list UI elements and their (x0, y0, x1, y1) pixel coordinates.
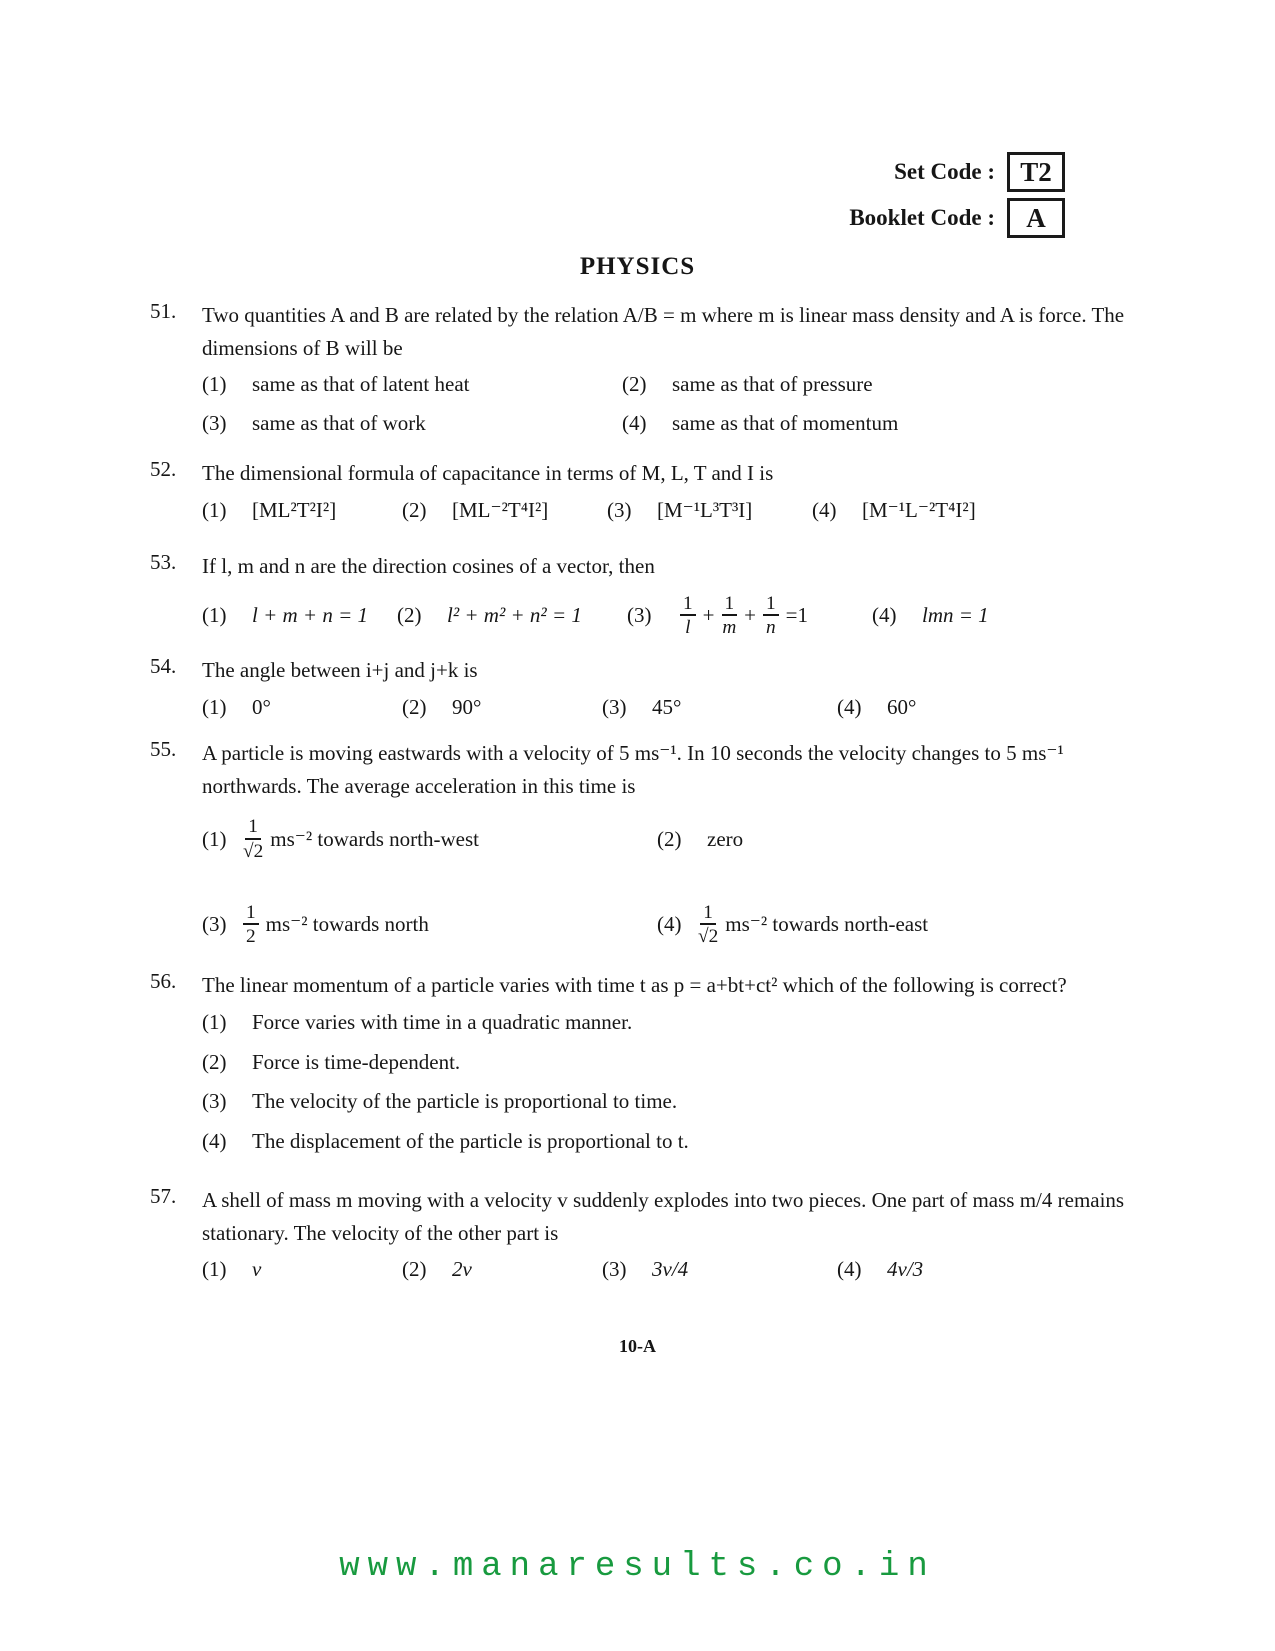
question-55 (150, 737, 1125, 947)
option-text: lmn = 1 (922, 603, 989, 628)
booklet-code-box: A (1007, 198, 1065, 238)
options (202, 816, 1125, 947)
option-label: (1) (202, 826, 227, 851)
options (202, 1253, 1125, 1286)
page-number: 10-A (619, 1336, 656, 1356)
plus-sign: + (744, 603, 756, 628)
option-label: (1) (202, 1009, 227, 1034)
option-label: (2) (402, 1257, 427, 1282)
option-text: The displacement of the particle is proportional to t. (252, 1128, 689, 1153)
plus-sign: + (702, 603, 715, 628)
option (602, 1253, 837, 1286)
options (202, 368, 1125, 439)
option-label: (1) (202, 694, 227, 719)
question-number: 56. (150, 969, 177, 994)
question-number: 51. (150, 299, 177, 323)
option-label: (1) (202, 603, 227, 628)
option (202, 1006, 1125, 1039)
option-text: same as that of pressure (672, 372, 873, 397)
question-stem: Two quantities A and B are related by the relation A/B = m where m is linear mass density and A is force. The dimensions of B will be (202, 303, 1125, 360)
set-code-label: Set Code : (894, 159, 995, 184)
question-56 (150, 969, 1125, 1164)
option-text: [ML²T²I²] (252, 497, 337, 522)
option-text: [M⁻¹L⁻²T⁴I²] (862, 497, 976, 522)
question-stem: A particle is moving eastwards with a velocity of 5 ms⁻¹. In 10 seconds the velocity changes to 5 ms⁻¹ northwards. The average acceleration in this time is (202, 741, 1064, 798)
option-label: (3) (607, 497, 632, 522)
option-text: ms⁻² towards north-west (270, 826, 479, 851)
option (202, 593, 397, 638)
option-text: 3v/4 (652, 1257, 689, 1282)
option-label: (2) (402, 497, 427, 522)
question-stem: A shell of mass m moving with a velocity v suddenly explodes into two pieces. One part of mass m/4 remains stationary. The velocity of the other part is (202, 1188, 1125, 1245)
option-text: 90° (452, 694, 482, 719)
option-label: (1) (202, 497, 227, 522)
option-text: same as that of momentum (672, 410, 899, 435)
option-label: (3) (602, 1257, 627, 1282)
option (202, 368, 622, 401)
option-label: (4) (622, 410, 647, 435)
option (402, 691, 602, 724)
options (202, 494, 1125, 527)
option (607, 494, 812, 527)
question-stem: If l, m and n are the direction cosines of a vector, then (202, 554, 655, 579)
option (622, 368, 1125, 401)
option (602, 691, 837, 724)
option-text: [M⁻¹L³T³I] (657, 497, 753, 522)
question-number: 53. (150, 550, 177, 575)
option-text: The velocity of the particle is proportional to time. (252, 1089, 678, 1114)
option-label: (2) (622, 372, 647, 397)
option (202, 691, 402, 724)
option-label: (4) (202, 1128, 227, 1153)
option-text: ms⁻² towards north-east (725, 912, 929, 937)
question-53 (150, 550, 1125, 638)
option (837, 1253, 1125, 1286)
option-label: (2) (202, 1049, 227, 1074)
option-text: 2v (452, 1257, 472, 1282)
option (402, 494, 607, 527)
option (202, 407, 622, 440)
option-text: 45° (652, 694, 682, 719)
option-text: 60° (887, 694, 917, 719)
option (202, 1046, 1125, 1079)
option-text: [ML⁻²T⁴I²] (452, 497, 549, 522)
fraction: $\frac{1}{m}$ (722, 592, 737, 639)
option (202, 902, 657, 947)
option (622, 407, 1125, 440)
option (627, 593, 872, 638)
option-label: (3) (202, 410, 227, 435)
option (397, 593, 627, 638)
code-block (849, 152, 1065, 238)
option (202, 1085, 1125, 1118)
question-number: 54. (150, 654, 177, 679)
option (402, 1253, 602, 1286)
question-number: 57. (150, 1184, 177, 1209)
booklet-code-row (849, 198, 1065, 238)
option-label: (1) (202, 372, 227, 397)
option-text: 0° (252, 694, 271, 719)
fraction: $\frac{1}{√2}$ (698, 901, 719, 948)
option-text: l + m + n = 1 (252, 603, 369, 628)
option-label: (3) (627, 603, 652, 628)
booklet-code-label: Booklet Code : (849, 205, 995, 230)
question-52 (150, 457, 1125, 526)
fraction: $\frac{1}{n}$ (763, 593, 779, 638)
watermark-link[interactable]: www.manaresults.co.in (339, 1548, 936, 1586)
option-label: (4) (837, 694, 862, 719)
question-column (150, 253, 1125, 1304)
option-text: 4v/3 (887, 1257, 924, 1282)
option (837, 691, 1125, 724)
fraction: $\frac{1}{√2}$ (243, 816, 264, 862)
option (812, 494, 1125, 527)
fraction: $\frac{1}{l}$ (680, 593, 696, 638)
option-text: l² + m² + n² = 1 (447, 603, 582, 628)
question-54 (150, 654, 1125, 723)
option-label: (3) (202, 912, 227, 937)
option-label: (4) (872, 603, 897, 628)
question-number: 52. (150, 457, 177, 482)
option-text: Force varies with time in a quadratic manner. (252, 1009, 633, 1034)
option (657, 816, 1125, 861)
option (202, 1125, 1125, 1158)
option-label: (3) (602, 694, 627, 719)
option-label: (4) (812, 497, 837, 522)
page-title: PHYSICS (579, 253, 696, 280)
option-label: (4) (657, 912, 682, 937)
option-label: (2) (397, 603, 422, 628)
question-number: 55. (150, 737, 177, 762)
option (657, 902, 1125, 947)
option-label: (4) (837, 1257, 862, 1282)
option (202, 494, 402, 527)
option-text: same as that of latent heat (252, 372, 470, 397)
options (202, 1006, 1125, 1157)
set-code-row (894, 152, 1065, 192)
option-text: zero (707, 826, 744, 851)
option-text: Force is time-dependent. (252, 1049, 461, 1074)
option (202, 1253, 402, 1286)
equals-one: =1 (785, 603, 808, 628)
question-stem: The dimensional formula of capacitance in terms of M, L, T and I is (202, 461, 774, 486)
option-label: (1) (202, 1257, 227, 1282)
question-57 (150, 1184, 1125, 1286)
fraction: $\frac{1}{2}$ (243, 902, 259, 947)
options (202, 593, 1125, 638)
fraction-expression (665, 593, 809, 638)
option (872, 593, 1125, 638)
option-label: (2) (402, 694, 427, 719)
option-text: same as that of work (252, 410, 426, 435)
options (202, 691, 1125, 724)
question-51 (150, 299, 1125, 439)
question-stem: The linear momentum of a particle varies with time t as p = a+bt+ct² which of the following is correct? (202, 973, 1067, 998)
option (202, 816, 657, 861)
option-label: (3) (202, 1089, 227, 1114)
option-label: (2) (657, 826, 682, 851)
option-text: v (252, 1257, 262, 1282)
option-text: ms⁻² towards north (265, 912, 429, 937)
set-code-box: T2 (1007, 152, 1065, 192)
question-stem: The angle between i+j and j+k is (202, 658, 478, 683)
